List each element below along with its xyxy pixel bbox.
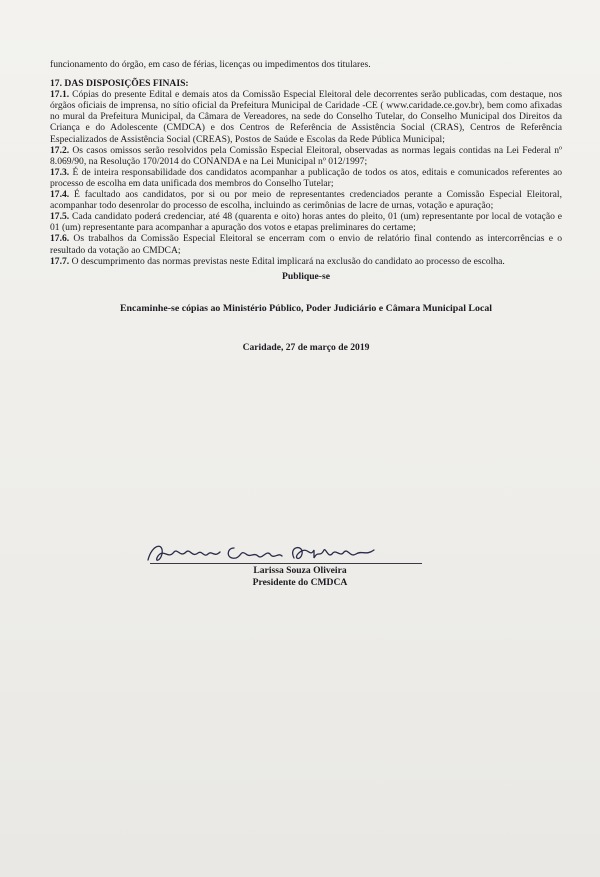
encaminhe-line: Encaminhe-se cópias ao Ministério Público, Poder Judiciário e Câmara Municipal Local: [119, 302, 493, 314]
clause-number: 17.4.: [50, 189, 70, 201]
signer-title: Presidente do CMDCA: [252, 576, 348, 588]
document-body: [50, 59, 562, 353]
clause-17-7: [50, 256, 562, 267]
clause-17-4: [50, 189, 562, 211]
clause-number: 17.2.: [50, 144, 70, 156]
clause-17-3: [50, 167, 562, 189]
publique-line: Publique-se: [282, 270, 330, 282]
clause-text: Cada candidato poderá credenciar, até 48 (quarenta e oito) horas antes do pleito, 01 (um) representante por local de votação e 01 (um) representante para acompanhar a apuração dos votos e etapas preliminares do certame;: [50, 211, 562, 234]
clause-text: Cópias do presente Edital e demais atos da Comissão Especial Eleitoral dele decorrentes serão publicadas, com destaque, nos órgãos oficiais de imprensa, no sítio oficial da Prefeitura Municipal de Caridade -CE ( www.caridade.ce.gov.br), bem como afixadas no mural da Prefeitura Municipal, da Câmara de Vereadores, na sede do Conselho Tutelar, do Conselho Municipal dos Direitos da Criança e do Adolescente (CMDCA) e dos Centros de Referência de Assistência Social (CRAS), Centros de Referência Especializados de Assistência Social (CREAS), Postos de Saúde e Escolas da Rede Pública Municipal;: [50, 89, 562, 145]
clause-number: 17.5.: [50, 211, 70, 223]
clause-text: Os trabalhos da Comissão Especial Eleitoral se encerram com o envio de relatório final contendo as intercorrências e o resultado da votação ao CMDCA;: [50, 233, 562, 256]
clause-17-2: [50, 145, 562, 167]
clause-17-5: [50, 211, 562, 233]
clause-number: 17.7.: [50, 255, 70, 267]
clause-number: 17.3.: [50, 166, 70, 178]
signer-block: [60, 565, 540, 588]
clause-text: O descumprimento das normas previstas neste Edital implicará na exclusão do candidato ao processo de escolha.: [69, 255, 505, 267]
date-line: Caridade, 27 de março de 2019: [242, 341, 370, 353]
section-title: 17. DAS DISPOSIÇÕES FINAIS:: [50, 78, 189, 90]
signature-line: [150, 563, 422, 564]
clause-text: É de inteira responsabilidade dos candidatos acompanhar a publicação de todos os atos, editais e comunicados referentes ao processo de escolha em data unificada dos membros do Conselho Tutelar;: [50, 166, 562, 189]
clause-number: 17.6.: [50, 233, 70, 245]
intro-line: funcionamento do órgão, em caso de férias, licenças ou impedimentos dos titulares.: [50, 59, 371, 70]
clause-17-6: [50, 233, 562, 255]
clause-number: 17.1.: [50, 89, 70, 101]
clause-text: Os casos omissos serão resolvidos pela Comissão Especial Eleitoral, observadas as normas legais contidas na Lei Federal nº 8.069/90, na Resolução 170/2014 do CONANDA e na Lei Municipal nº 012/1997;: [50, 144, 562, 167]
signer-name: Larissa Souza Oliveira: [253, 565, 347, 576]
clause-text: É facultado aos candidatos, por si ou por meio de representantes credenciados perante a Comissão Especial Eleitoral, acompanhar todo desenrolar do processo de escolha, incluindo as cerimônias de lacre de urnas, votação e apuração;: [50, 189, 562, 212]
clause-17-1: [50, 89, 562, 144]
